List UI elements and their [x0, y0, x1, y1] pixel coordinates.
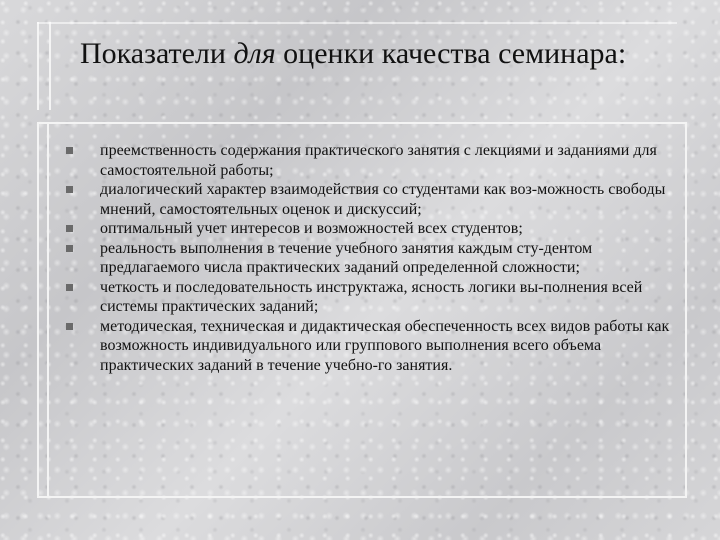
list-item	[66, 317, 676, 376]
square-bullet-icon	[66, 225, 73, 232]
square-bullet-icon	[66, 284, 73, 291]
list-item-text: оптимальный учет интересов и возможностей всех студентов;	[100, 220, 523, 237]
square-bullet-icon	[66, 245, 73, 252]
list-item	[66, 219, 676, 239]
bullet-list	[66, 141, 676, 375]
title-part-1: Показатели	[80, 37, 234, 70]
title-italic-word: для	[233, 37, 276, 70]
square-bullet-icon	[66, 186, 73, 193]
decorative-vertical-bar	[37, 22, 51, 110]
list-item-text: диалогический характер взаимодействия со студентами как воз-можность свободы мнений, самостоятельных оценок и дискуссий;	[100, 181, 666, 218]
square-bullet-icon	[66, 147, 73, 154]
list-item	[66, 180, 676, 219]
slide-title	[80, 36, 626, 72]
list-item	[66, 239, 676, 278]
decorative-top-line	[37, 22, 677, 24]
square-bullet-icon	[66, 323, 73, 330]
list-item-text: реальность выполнения в течение учебного занятия каждым сту-дентом предлагаемого числа практических заданий определенной сложности;	[100, 239, 593, 276]
list-item-text: четкость и последовательность инструктажа, ясность логики вы-полнения всей системы практических заданий;	[100, 278, 643, 315]
title-part-2: оценки качества семинара:	[275, 37, 627, 70]
list-item-text: методическая, техническая и дидактическая обеспеченность всех видов работы как возможность индивидуального или группового выполнения всего объема практических заданий в течение учебно-го занятия.	[100, 317, 670, 374]
list-item	[66, 278, 676, 317]
list-item-text: преемственность содержания практического занятия с лекциями и заданиями для самостоятельной работы;	[100, 142, 657, 179]
list-item	[66, 141, 676, 180]
